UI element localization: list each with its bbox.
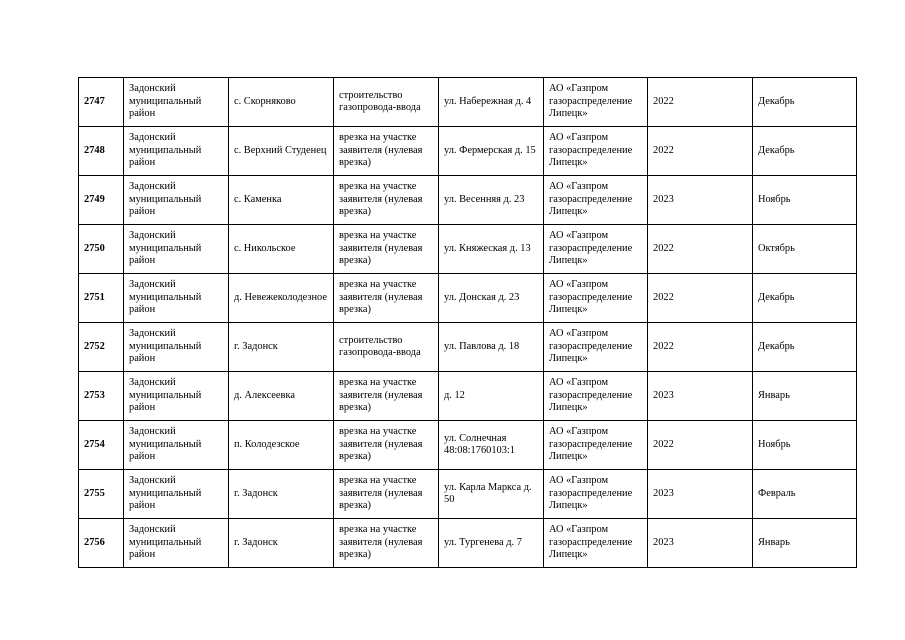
address-cell: ул. Фермерская д. 15 (439, 127, 544, 176)
year-cell: 2022 (648, 225, 753, 274)
work-type-cell: строительство газопровода-ввода (334, 78, 439, 127)
table-row (79, 421, 857, 470)
row-number: 2747 (79, 78, 124, 127)
address-cell: ул. Набережная д. 4 (439, 78, 544, 127)
settlement-cell: с. Верхний Студенец (229, 127, 334, 176)
organization-cell: АО «Газпром газораспределение Липецк» (544, 78, 648, 127)
gasification-table (78, 77, 857, 568)
row-number: 2753 (79, 372, 124, 421)
month-cell: Январь (753, 519, 857, 568)
district-cell: Задонский муниципальный район (124, 421, 229, 470)
row-number: 2749 (79, 176, 124, 225)
table-row (79, 225, 857, 274)
organization-cell: АО «Газпром газораспределение Липецк» (544, 519, 648, 568)
settlement-cell: г. Задонск (229, 470, 334, 519)
month-cell: Декабрь (753, 274, 857, 323)
organization-cell: АО «Газпром газораспределение Липецк» (544, 274, 648, 323)
settlement-cell: д. Алексеевка (229, 372, 334, 421)
settlement-cell: с. Скорняково (229, 78, 334, 127)
row-number: 2754 (79, 421, 124, 470)
year-cell: 2022 (648, 274, 753, 323)
table-row (79, 127, 857, 176)
district-cell: Задонский муниципальный район (124, 274, 229, 323)
work-type-cell: врезка на участке заявителя (нулевая врезка) (334, 176, 439, 225)
address-cell: ул. Княжеская д. 13 (439, 225, 544, 274)
table-row (79, 470, 857, 519)
table-row (79, 372, 857, 421)
district-cell: Задонский муниципальный район (124, 78, 229, 127)
month-cell: Ноябрь (753, 176, 857, 225)
month-cell: Декабрь (753, 78, 857, 127)
work-type-cell: врезка на участке заявителя (нулевая врезка) (334, 421, 439, 470)
district-cell: Задонский муниципальный район (124, 372, 229, 421)
month-cell: Октябрь (753, 225, 857, 274)
address-cell: ул. Карла Маркса д. 50 (439, 470, 544, 519)
table-row (79, 78, 857, 127)
year-cell: 2022 (648, 78, 753, 127)
address-cell: ул. Весенняя д. 23 (439, 176, 544, 225)
month-cell: Январь (753, 372, 857, 421)
settlement-cell: с. Каменка (229, 176, 334, 225)
work-type-cell: врезка на участке заявителя (нулевая врезка) (334, 127, 439, 176)
table-row (79, 274, 857, 323)
table-row (79, 176, 857, 225)
settlement-cell: с. Никольское (229, 225, 334, 274)
organization-cell: АО «Газпром газораспределение Липецк» (544, 421, 648, 470)
year-cell: 2023 (648, 470, 753, 519)
organization-cell: АО «Газпром газораспределение Липецк» (544, 323, 648, 372)
work-type-cell: врезка на участке заявителя (нулевая врезка) (334, 470, 439, 519)
work-type-cell: врезка на участке заявителя (нулевая врезка) (334, 225, 439, 274)
work-type-cell: врезка на участке заявителя (нулевая врезка) (334, 274, 439, 323)
year-cell: 2022 (648, 421, 753, 470)
month-cell: Ноябрь (753, 421, 857, 470)
row-number: 2751 (79, 274, 124, 323)
settlement-cell: п. Колодезское (229, 421, 334, 470)
year-cell: 2022 (648, 127, 753, 176)
row-number: 2750 (79, 225, 124, 274)
district-cell: Задонский муниципальный район (124, 225, 229, 274)
district-cell: Задонский муниципальный район (124, 323, 229, 372)
district-cell: Задонский муниципальный район (124, 470, 229, 519)
row-number: 2752 (79, 323, 124, 372)
month-cell: Декабрь (753, 127, 857, 176)
district-cell: Задонский муниципальный район (124, 176, 229, 225)
work-type-cell: строительство газопровода-ввода (334, 323, 439, 372)
address-cell: ул. Донская д. 23 (439, 274, 544, 323)
organization-cell: АО «Газпром газораспределение Липецк» (544, 176, 648, 225)
organization-cell: АО «Газпром газораспределение Липецк» (544, 127, 648, 176)
row-number: 2756 (79, 519, 124, 568)
address-cell: ул. Павлова д. 18 (439, 323, 544, 372)
organization-cell: АО «Газпром газораспределение Липецк» (544, 470, 648, 519)
table-row (79, 323, 857, 372)
year-cell: 2022 (648, 323, 753, 372)
year-cell: 2023 (648, 176, 753, 225)
year-cell: 2023 (648, 372, 753, 421)
organization-cell: АО «Газпром газораспределение Липецк» (544, 225, 648, 274)
organization-cell: АО «Газпром газораспределение Липецк» (544, 372, 648, 421)
address-cell: д. 12 (439, 372, 544, 421)
address-cell: ул. Солнечная 48:08:1760103:1 (439, 421, 544, 470)
row-number: 2748 (79, 127, 124, 176)
district-cell: Задонский муниципальный район (124, 519, 229, 568)
month-cell: Февраль (753, 470, 857, 519)
month-cell: Декабрь (753, 323, 857, 372)
table-body (79, 78, 857, 568)
settlement-cell: г. Задонск (229, 323, 334, 372)
year-cell: 2023 (648, 519, 753, 568)
table-row (79, 519, 857, 568)
work-type-cell: врезка на участке заявителя (нулевая врезка) (334, 372, 439, 421)
settlement-cell: г. Задонск (229, 519, 334, 568)
address-cell: ул. Тургенева д. 7 (439, 519, 544, 568)
row-number: 2755 (79, 470, 124, 519)
work-type-cell: врезка на участке заявителя (нулевая врезка) (334, 519, 439, 568)
district-cell: Задонский муниципальный район (124, 127, 229, 176)
settlement-cell: д. Невежеколодезное (229, 274, 334, 323)
